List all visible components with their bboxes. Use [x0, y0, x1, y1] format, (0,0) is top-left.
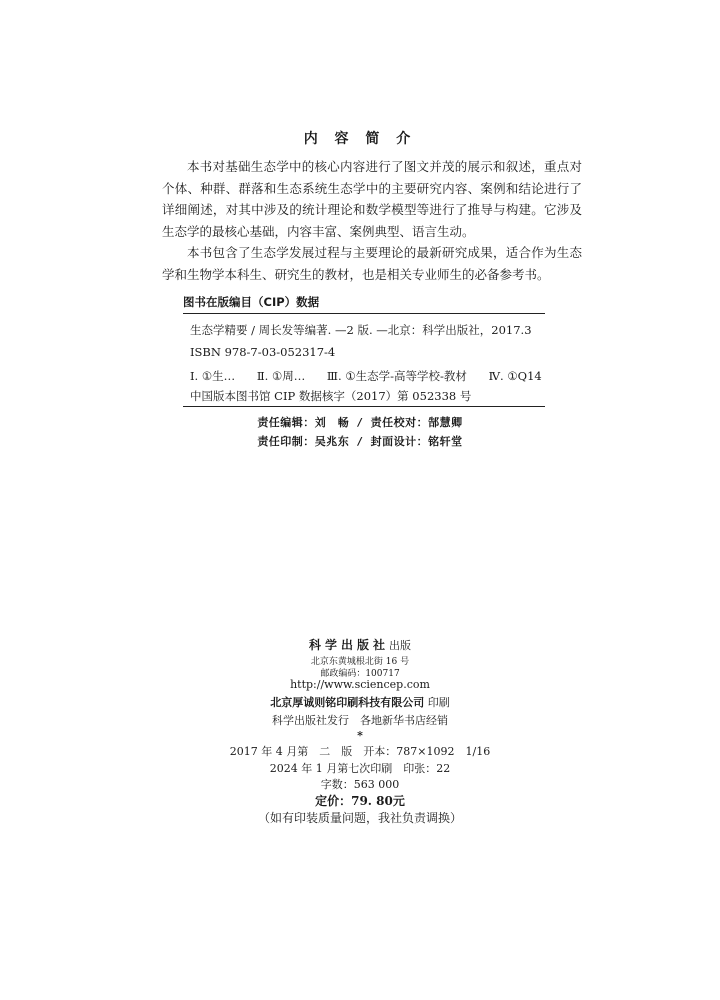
- cip-record: 生态学精要 / 周长发等编著. —2 版. —北京：科学出版社，2017.3: [190, 323, 532, 337]
- cip-class-4: Ⅳ. ①Q14: [488, 369, 542, 383]
- cip-isbn: ISBN 978-7-03-052317-4: [190, 345, 336, 359]
- printer-suffix: 印刷: [427, 696, 450, 709]
- quality-notice: （如有印装质量问题，我社负责调换）: [257, 811, 462, 825]
- cip-number: 中国版本图书馆 CIP 数据核字（2017）第 052338 号: [190, 389, 472, 403]
- publisher-suffix: 出版: [389, 639, 411, 652]
- editors-line-1: 责任编辑：刘 畅 / 责任校对：郜慧卿: [257, 416, 463, 429]
- publisher-url: http://www.sciencep.com: [290, 678, 430, 691]
- edition-line: 2017 年 4 月第 二 版 开本：787×1092 1/16: [229, 745, 491, 758]
- word-count: 字数：563 000: [320, 778, 400, 791]
- summary-paragraph-2: 本书包含了生态学发展过程与主要理论的最新研究成果，适合作为生态学和生物学本科生、研究生的教材，也是相关专业师生的必备参考书。: [162, 245, 582, 282]
- editors-line-2: 责任印制：吴兆东 / 封面设计：铭轩堂: [257, 435, 463, 448]
- publisher-line: [0, 636, 720, 653]
- cip-class-2: Ⅱ. ①周…: [256, 369, 306, 383]
- publisher-postcode: 邮政编码：100717: [320, 669, 400, 679]
- summary-body: [162, 156, 582, 285]
- publisher-name: 科学出版社: [308, 638, 389, 652]
- publisher-address: 北京东黄城根北街 16 号: [310, 657, 410, 667]
- distribution-line: 科学出版社发行 各地新华书店经销: [272, 714, 448, 727]
- cip-classification: [190, 368, 560, 384]
- summary-paragraph-1: 本书对基础生态学中的核心内容进行了图文并茂的展示和叙述，重点对个体、种群、群落和生态系统生态学中的主要研究内容、案例和结论进行了详细阐述，对其中涉及的统计理论和数学模型等进行了推导与构建。它涉及生态学的最核心基础，内容丰富、案例典型、语言生动。: [162, 159, 582, 239]
- cip-class-3: Ⅲ. ①生态学-高等学校-教材: [326, 369, 467, 383]
- printer-name: 北京厚诚则铭印刷科技有限公司: [270, 696, 425, 709]
- printer-line: [0, 694, 720, 710]
- summary-title: 内 容 简 介: [303, 131, 417, 147]
- separator-star: *: [357, 729, 363, 742]
- price: 定价：79. 80元: [315, 794, 405, 808]
- cip-bottom-rule: [183, 406, 545, 407]
- printing-line: 2024 年 1 月第七次印刷 印张：22: [269, 762, 451, 775]
- cip-class-1: Ⅰ. ①生…: [190, 369, 236, 383]
- cip-title: 图书在版编目（CIP）数据: [183, 295, 320, 309]
- cip-top-rule: [183, 313, 545, 314]
